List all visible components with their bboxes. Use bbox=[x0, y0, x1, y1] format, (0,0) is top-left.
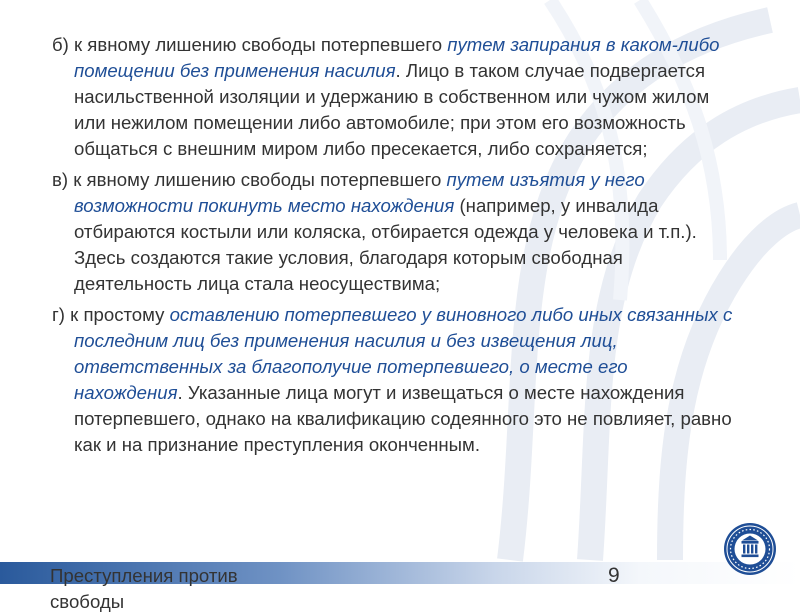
slide-content bbox=[52, 32, 738, 463]
paragraph-g bbox=[52, 302, 738, 458]
footer-title: Преступления против свободы bbox=[50, 565, 238, 612]
university-seal-icon bbox=[723, 522, 777, 576]
paragraph-g-emphasis: оставлению потерпевшего у виновного либо иных связанных с последним лиц без применения насилия и без извещения лиц, ответственных за благополучие потерпевшего, о месте его нахождения bbox=[74, 304, 733, 403]
paragraph-v-text: в) к явному лишению свободы потерпевшего bbox=[52, 169, 447, 190]
page-number: 9 bbox=[608, 564, 620, 587]
paragraph-v-emphasis: путем изъятия у него возможности покинуть место нахождения bbox=[74, 169, 645, 216]
paragraph-v-text-rest: (например, у инвалида отбираются костыли или коляска, отбирается одежда у человека и т.п.). Здесь создаются такие условия, благодаря которым свободная деятельность лица стала неосуществима; bbox=[74, 195, 697, 294]
paragraph-g-text: г) к простому bbox=[52, 304, 170, 325]
paragraph-b-text: б) к явному лишению свободы потерпевшего bbox=[52, 34, 448, 55]
paragraph-g-text-rest: . Указанные лица могут и извещаться о месте нахождения потерпевшего, однако на квалификацию содеянного это не повлияет, равно как и на признание преступления оконченным. bbox=[74, 382, 732, 455]
paragraph-b-emphasis: путем запирания в каком-либо помещении без применения насилия bbox=[74, 34, 720, 81]
paragraph-v bbox=[52, 167, 738, 297]
paragraph-b bbox=[52, 32, 738, 162]
paragraph-b-text-rest: . Лицо в таком случае подвергается насильственной изоляции и удержанию в собственном или чужом жилом или нежилом помещении либо автомобиле; при этом его возможность общаться с внешним миром либо пресекается, либо сохраняется; bbox=[74, 60, 710, 159]
